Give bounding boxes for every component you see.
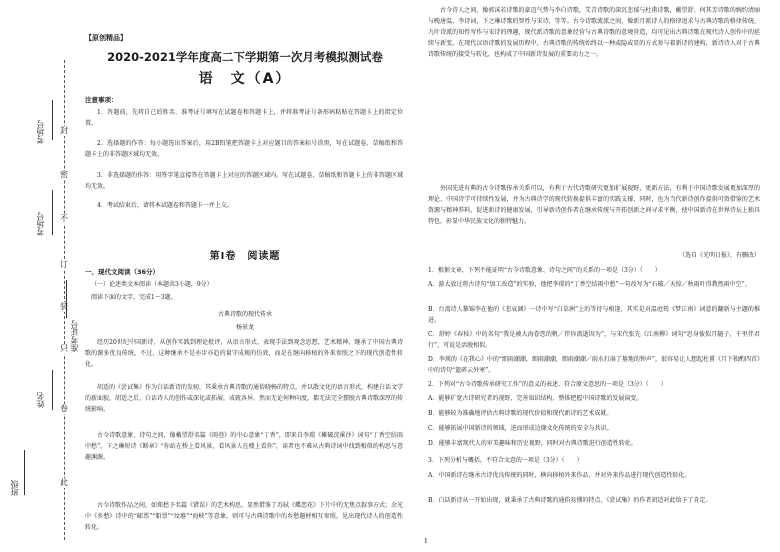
q2-option-a[interactable]: A．能够扩宽古诗研究者的视野，完善知识结构，整体把握中国诗歌的发展演变。 — [428, 395, 643, 402]
exam-room-field-label: 考场号 — [36, 120, 45, 144]
notes-heading: 注意事项： — [85, 96, 118, 104]
section-heading: 一、现代文阅读（36分） — [85, 268, 160, 276]
page-number: 1 — [424, 538, 428, 545]
exam-room-field-line[interactable] — [52, 100, 53, 140]
q2-option-d[interactable]: D．能够丰富现代人的审美趣味和历史视野，同时对古典诗歌进行创造性转化。 — [428, 440, 637, 447]
q3-option-a[interactable]: A．中国新诗在继承古诗优良传统的同时，横向移植外来作品，并对外来作品进行现代创造性转化。 — [428, 472, 691, 479]
exam-subject: 语 文（A） — [198, 71, 292, 87]
class-field-label: 班级 — [10, 480, 19, 496]
note-item: 2．选择题的作答：每小题选出答案后，用2B铅笔把答题卡上对应题目的答案标号涂黑，写在试题卷、草稿纸和答题卡上的非答题区域均无效。 — [85, 140, 403, 158]
note-item: 3．非选择题的作答：用签字笔直接答在答题卡上对应的答题区域内。写在试题卷、草稿纸和答题卡上的非答题区域均无效。 — [85, 172, 403, 190]
article-paragraph: 古今诗歌意象、诗句之间，像戴望舒名篇《雨巷》的中心意象“丁香”，即来自李璟《摊破浣溪沙》词句“丁香空结雨中愁”。卞之琳短诗《断章》“你站在桥上看风景，看风景人在楼上看你”，读者也不难从古典诗词中找到相似的构思与意趣渊源。 — [85, 432, 403, 461]
article-title: 古典诗歌的现代传承 — [217, 311, 272, 318]
name-field-line[interactable] — [52, 370, 53, 410]
seal-word: 装 — [60, 302, 68, 311]
q1-option-d[interactable]: D．李瑛的《在我心》中的“细雨潮潮，细雨潮潮，细雨潮潮／雨水打湿了墓地的钟声”，很容易让人想起杜甫《月下独酌四首》中的诗句“篮碎云外寒”。 — [428, 356, 760, 374]
q1-option-c[interactable]: C．舒婷《春枝》中的名句“我是被大海眷恋的帆／伴你流逝因为”，与宋代张先《江南柳》词句“思身彼似月随子，千里伴君行”，可说是活脱相似。 — [428, 331, 760, 349]
note-item: 4．考试结束后，请将本试题卷和答题卡一并上交。 — [97, 202, 233, 209]
exam-tag: 【原创精品】 — [85, 34, 127, 42]
exam-title: 2020-2021学年度高二下学期第一次月考模拟测试卷 — [107, 50, 383, 64]
article-paragraph: 经历20世纪中国新诗，从创作实践到理论批评，从语言形式、表现手法到观念思想，艺术精神，继承了中国古典诗歌的源多优良传统，不过，这种继承不是亦步亦趋的量守成规的仿效，而是在继向移植的外来参照之下的现代创造性转化。 — [85, 339, 403, 368]
exam-room-field-line-2[interactable] — [52, 190, 53, 235]
right-page — [428, 0, 763, 552]
left-page — [85, 0, 405, 552]
article-author: 杨景龙 — [235, 324, 254, 331]
class-field-line[interactable] — [24, 450, 25, 495]
article-paragraph: 古今诗歌作品之间，如郑愁予名篇《错误》的艺术构思，显然借鉴了苏轼《蝶恋花》下片中的无焦点叙事方式；余光中《乡愁》诗中的“邮票”“船票”“坟墓”“海峡”等意象，则可与古典诗歌中的乡愁题材相互参照，见出现代诗人的创造性转化。 — [85, 502, 403, 531]
reading-instruction: 阅读下面的文字，完成1～3题。 — [91, 294, 177, 301]
exam-room-field-label-2: 考场号 — [36, 212, 45, 236]
q2-option-c[interactable]: C．能够拓展中国新诗的领域，进而形成边缘文化传统的安全与共识。 — [428, 425, 613, 432]
q1-option-a[interactable]: A．游大放过将古诗句“加工改造”的实验，他把李璟的“丁香空结雨中愁”一句改写为“石破／天惊／秋雨叶得教然雨中空”。 — [428, 281, 751, 288]
admission-number-field-label: 准考证号 — [70, 320, 79, 352]
q3-option-b[interactable]: B．白话新诗从一开始出现，就秉承了古典诗歌的通俗易懂的特点，《尝试集》的作者胡适对此给予了肯定。 — [428, 497, 712, 504]
seal-word: 只 — [60, 344, 68, 353]
seal-word: 卷 — [60, 404, 68, 413]
part-one-title: 第Ⅰ卷 阅读题 — [209, 251, 281, 262]
article-source: （选自《光明日报》，有删改） — [678, 252, 760, 259]
article-paragraph: 外国先进有典的古今诗歌传承关系可以，有利于古代诗歌研究更加扩展视野，更新方法，有利于中国诗歌发展更加深厚的理论，中国诗学可持续性发展，并为古典诗学的现代转换提供丰富的实践支撑，同时，也为当代新诗创作提供可资借鉴的艺术资源与精神养料，促进新诗的健康发展，引导新诗创作者在继承传统与开拓创新之间寻求平衡，使中国新诗在世界诗坛上独具特色，彰显中华民族文化的独特魅力。 — [428, 185, 760, 225]
question-3: 3．下列分析与概括，不符合文意的一项是（3分）（ ） — [428, 457, 583, 464]
seal-word: 封 — [60, 126, 68, 135]
note-item: 1．答题前，先将自己的姓名、准考证号填写在试题卷和答题卡上，并将准考证号条形码粘贴在答题卡上的指定位置。 — [85, 109, 403, 127]
question-1: 1．根据文章，下列不能证明“古今诗歌意象、诗句之间”的关系的一项是（3分）（ ） — [428, 267, 661, 274]
q1-option-b[interactable]: B．台湾诗人黎锦李在他的《悲哀调》一诗中写“白草洲”上的等待与相逢，其实是对温庭筠《梦江南》词意的翻新与主题的推进。 — [428, 306, 760, 324]
name-field-label: 姓名 — [36, 392, 45, 408]
admission-number-field-line[interactable] — [66, 280, 67, 318]
question-2: 2．下列对“古今诗歌传承研究工作”的意义的表述，符合原文意思的一项是（3分）（ ） — [428, 381, 667, 388]
subsection-heading: （一）论述类文本阅读（本题共3小题，9分） — [91, 281, 213, 288]
binding-strip — [0, 0, 80, 552]
seal-word: 订 — [60, 260, 68, 269]
article-paragraph: 胡适的《尝试集》作为白话新诗的发轫，其秉承古典诗歌的通俗晓畅的特点，并以散文化的语言形式，构建白话文学的新面貌，胡适之后，白话诗人的创作或深化或拓展，成就各异，然而无论何种向度，都无法完全摆脱古典诗歌深厚的传统影响。 — [85, 384, 403, 413]
q2-option-b[interactable]: B．能够较为准确地评估古典诗歌的现代价值和现代新诗的艺术成就。 — [428, 410, 613, 417]
seal-word: 密 — [60, 170, 68, 179]
seal-word: 此 — [60, 478, 68, 487]
seal-word: 不 — [60, 214, 68, 223]
article-paragraph: 古今诗人之间，像郭沫若诗歌的豪迈气势与李白诗歌，艾青诗歌的深沉悲郁与杜甫诗歌，戴望舒、何其芳诗歌的婉约清丽与晚唐温、李诗词，下之琳诗歌的智性与宋诗，等等。古今诗歌流派之间，像新月派诗人的格律追求与古典诗歌的格律传统，九叶诗派的知性写作与宋诗的理趣，现代派诗歌的意象经营与古典诗歌的意境营造，均可见出古典诗歌在现代诗人创作中的延续与新变。在现代汉语诗歌的发展历程中，古典诗歌的传统始终以一种或隐或显的方式参与着新诗的建构，新诗诗人对于古典诗歌传统的接受与转化，也构成了中国新诗发展的重要动力之一。 — [428, 7, 760, 58]
